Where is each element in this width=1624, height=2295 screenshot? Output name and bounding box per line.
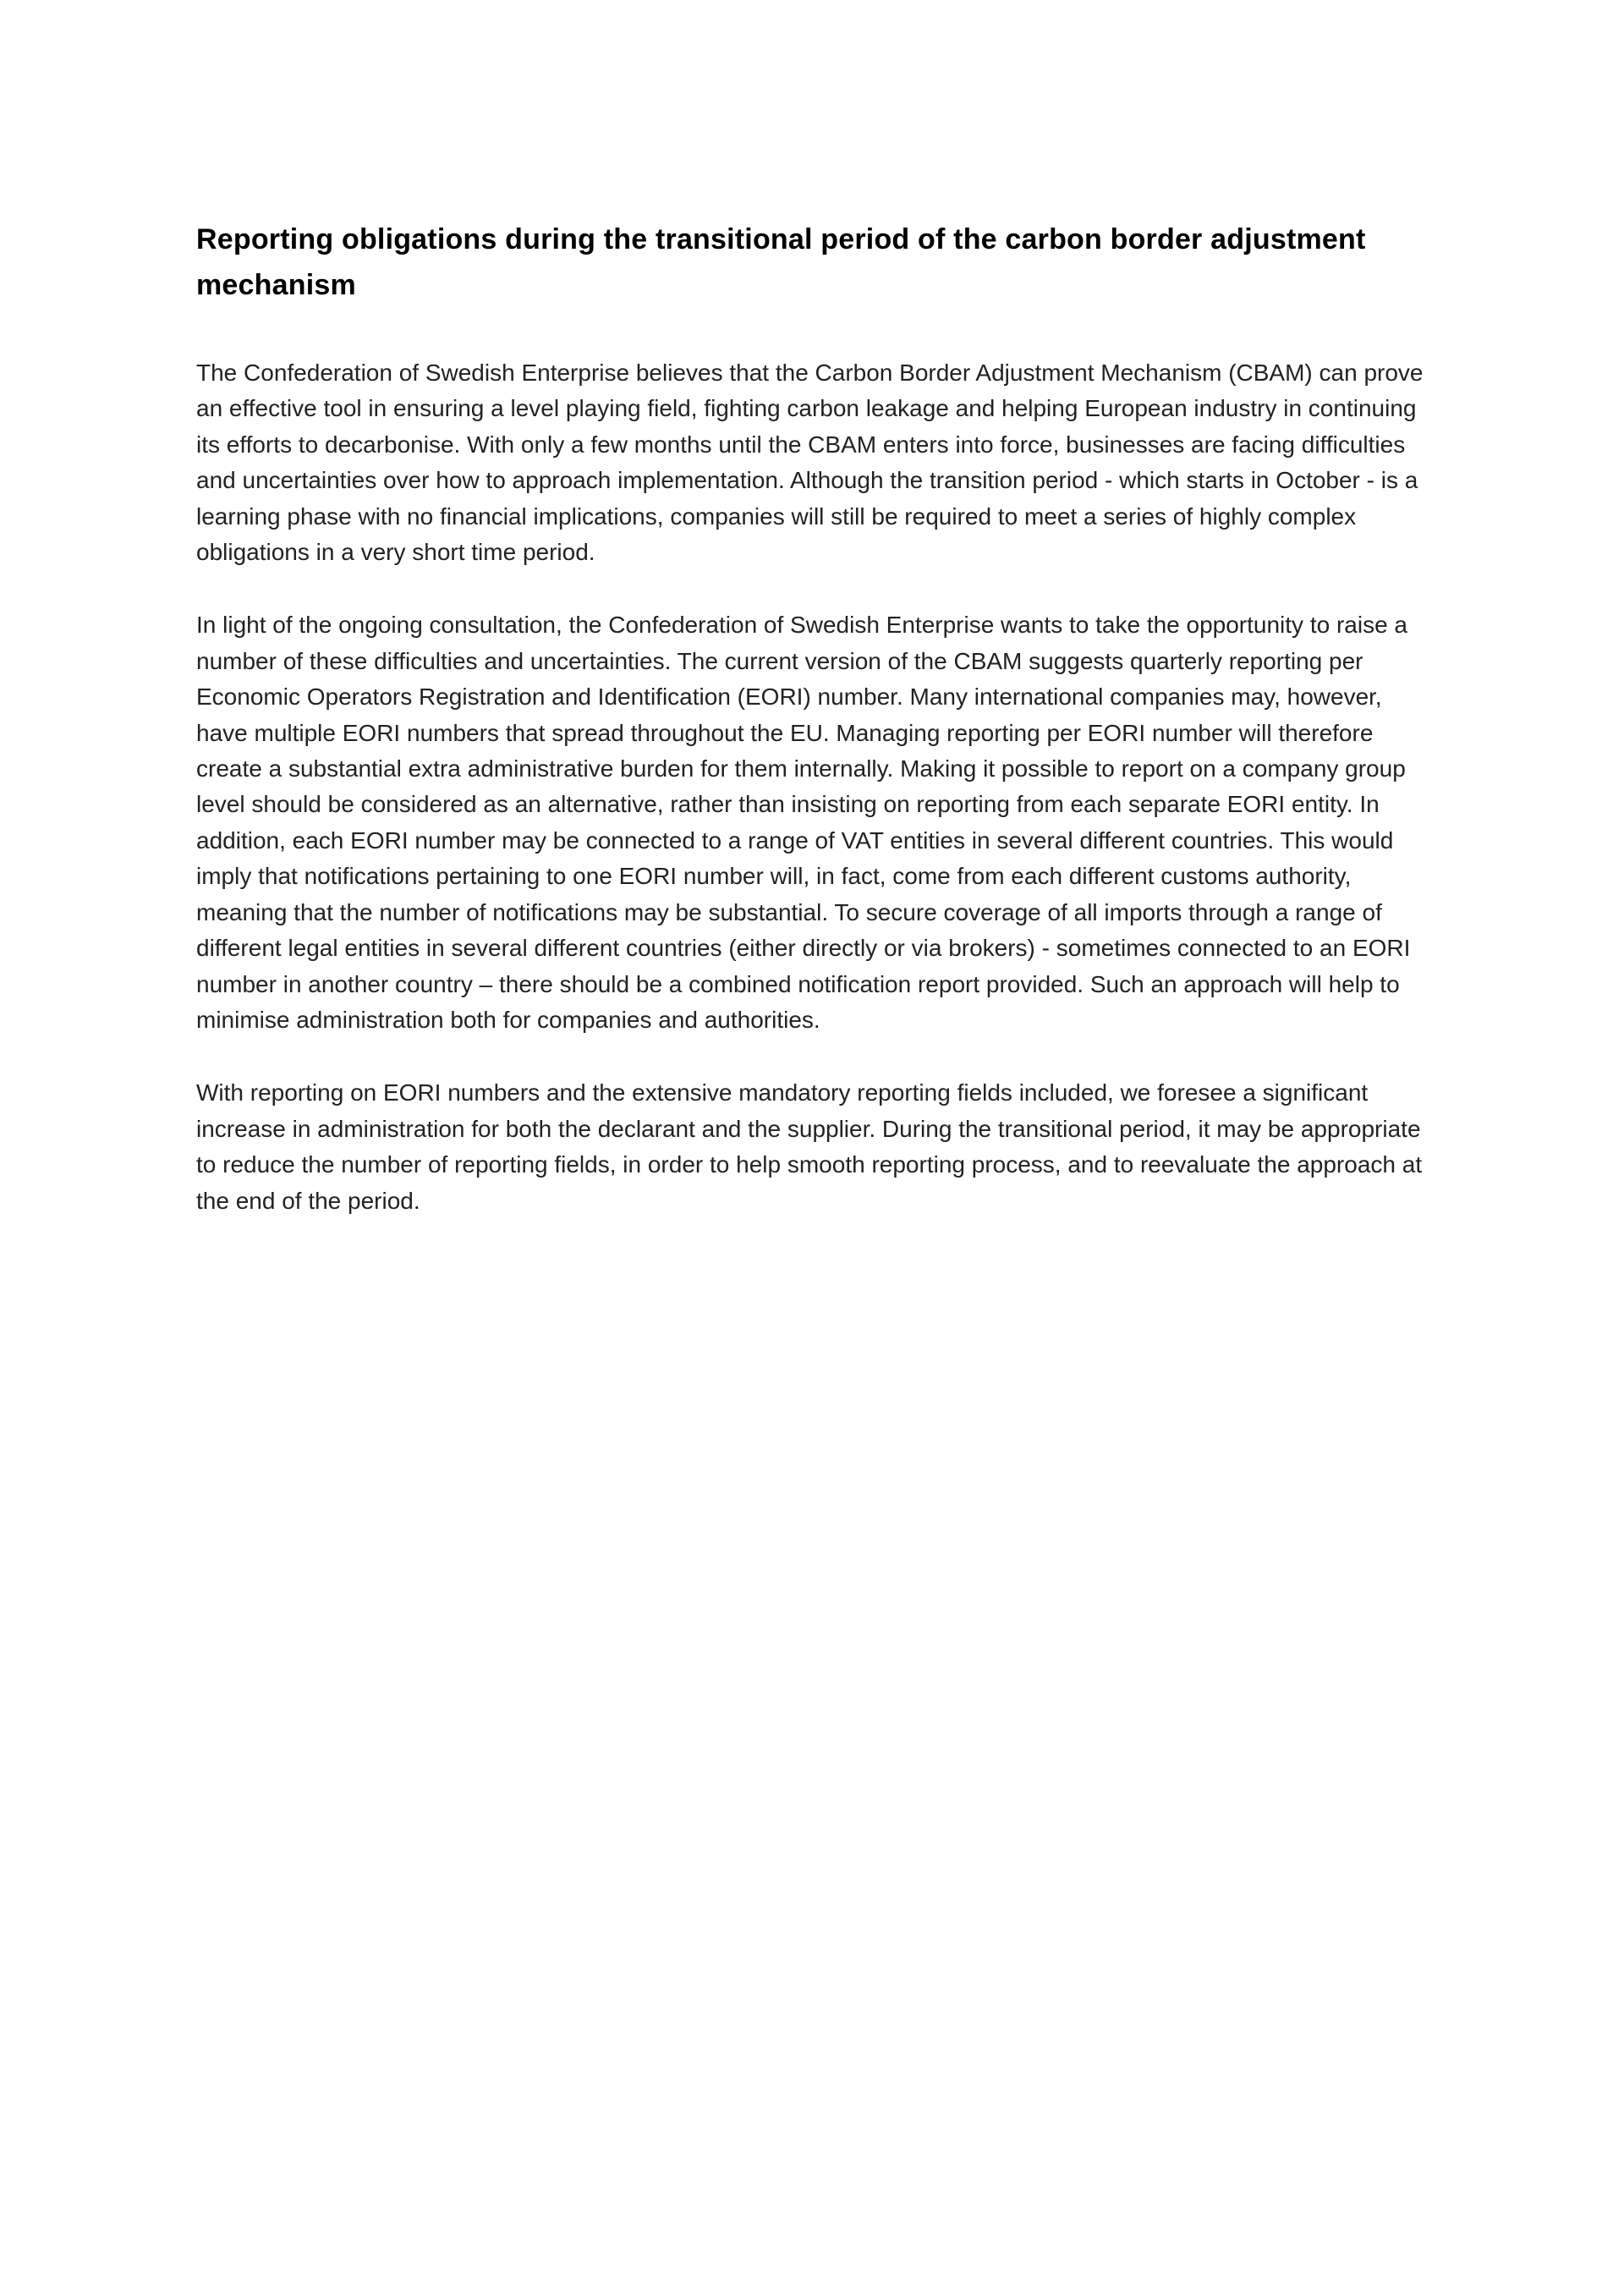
paragraph-intro: The Confederation of Swedish Enterprise believes that the Carbon Border Adjustment Mechanism (CBAM) can prove an effective tool in ensuring a level playing field, fighting carbon leakage and helping European industry in continuing its efforts to decarbonise. With only a few months until the CBAM enters into force, businesses are facing difficulties and uncertainties over how to approach implementation. Although the transition period - which starts in October - is a learning phase with no financial implications, companies will still be required to meet a series of highly complex obligations in a very short time period. bbox=[196, 360, 1424, 566]
document-title: Reporting obligations during the transitional period of the carbon border adjustment mechanism bbox=[196, 223, 1366, 301]
paragraph-reporting-fields: With reporting on EORI numbers and the extensive mandatory reporting fields included, we foresee a significant increase in administration for both the declarant and the supplier. During the transitional period, it may be appropriate to reduce the number of reporting fields, in order to help smooth reporting process, and to reevaluate the approach at the end of the period. bbox=[196, 1079, 1423, 1214]
document-content bbox=[196, 0, 1431, 1256]
paragraph-eori-reporting: In light of the ongoing consultation, the Confederation of Swedish Enterprise wants to take the opportunity to raise a number of these difficulties and uncertainties. The current version of the CBAM suggests quarterly reporting per Economic Operators Registration and Identification (EORI) number. Many international companies may, however, have multiple EORI numbers that spread throughout the EU. Managing reporting per EORI number will therefore create a substantial extra administrative burden for them internally. Making it possible to report on a company group level should be considered as an alternative, rather than insisting on reporting from each separate EORI entity. In addition, each EORI number may be connected to a range of VAT entities in several different countries. This would imply that notifications pertaining to one EORI number will, in fact, come from each different customs authority, meaning that the number of notifications may be substantial. To secure coverage of all imports through a range of different legal entities in several different countries (either directly or via brokers) - sometimes connected to an EORI number in another country – there should be a combined notification report provided. Such an approach will help to minimise administration both for companies and authorities. bbox=[196, 612, 1411, 1033]
